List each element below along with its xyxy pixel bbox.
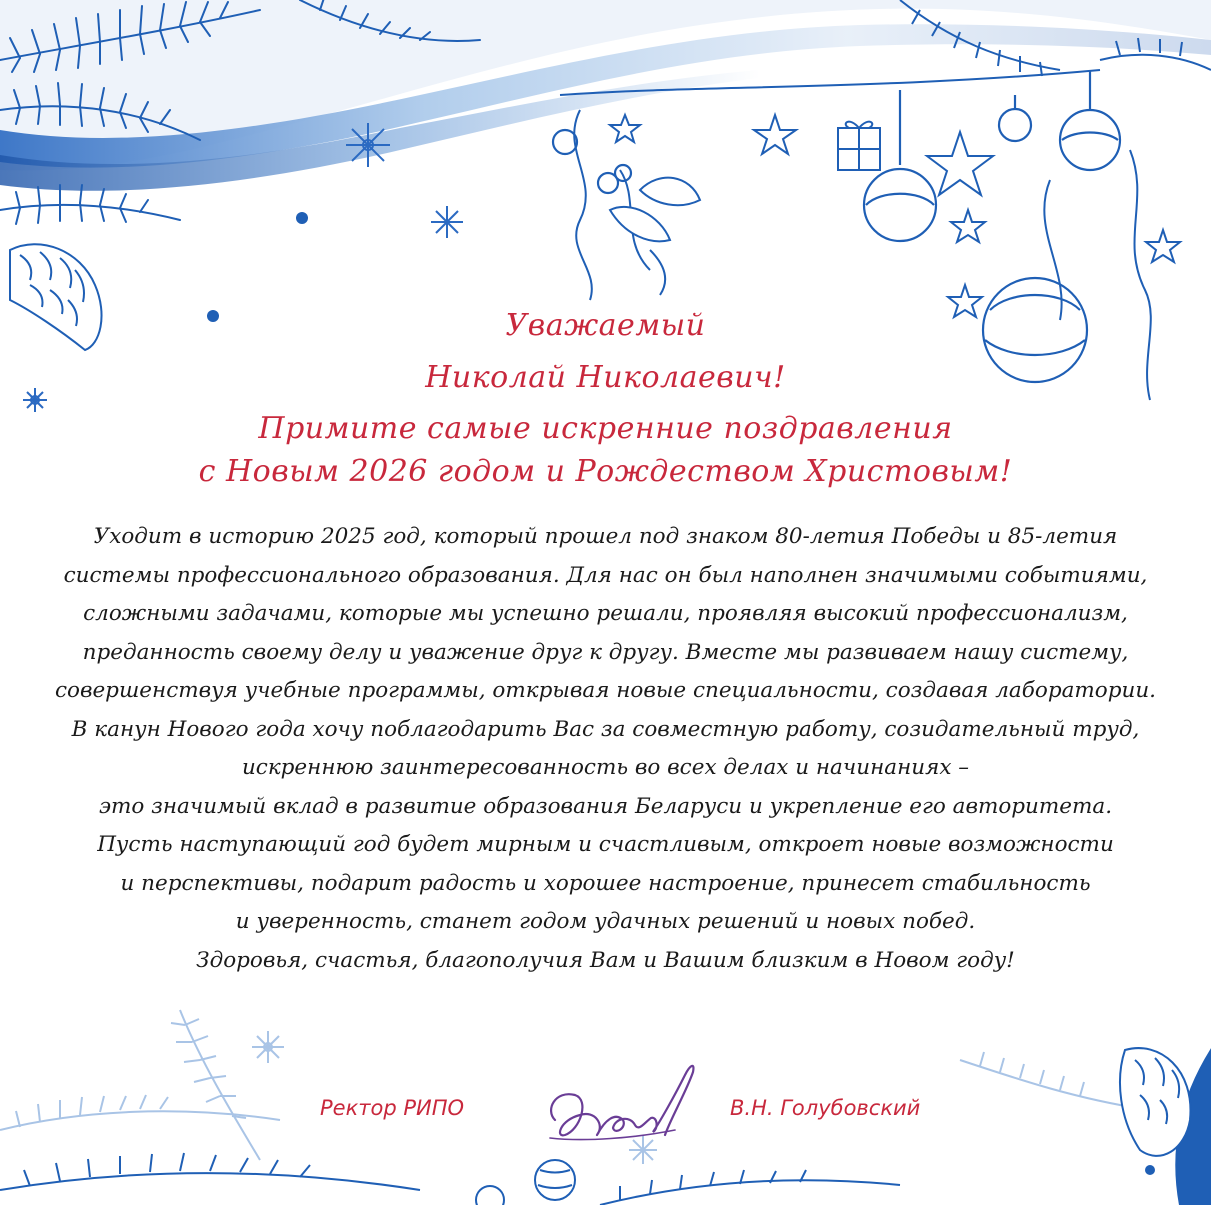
star-ornament-icon — [610, 115, 1180, 317]
gift-box-icon — [838, 122, 880, 170]
letter-body — [40, 518, 1171, 980]
top-wave-band — [0, 0, 1211, 191]
body-line: Здоровья, счастья, благополучия Вам и Вашим близким в Новом году! — [196, 947, 1015, 973]
greeting-line: с Новым 2026 годом и Рождеством Христовым! — [198, 454, 1013, 489]
body-line: и перспективы, подарит радость и хорошее настроение, принесет стабильность — [120, 870, 1091, 896]
pine-branch-icon — [560, 0, 1211, 95]
body-line: В канун Нового года хочу поблагодарить Вас за совместную работу, созидательный труд, — [71, 716, 1140, 742]
body-line: преданность своему делу и уважение друг к другу. Вместе мы развиваем нашу систему, — [82, 639, 1129, 665]
body-line: совершенствуя учебные программы, открывая новые специальности, создавая лаборатории. — [54, 678, 1157, 703]
body-line: искреннюю заинтересованность во всех делах и начинаниях – — [241, 755, 970, 780]
body-line: это значимый вклад в развитие образования Беларуси и укрепление его авторитета. — [98, 793, 1113, 819]
handwritten-signature — [535, 1050, 705, 1160]
body-line: системы профессионального образования. Для нас он был наполнен значимыми событиями, — [63, 562, 1148, 588]
signatory-position: Ректор РИПО — [320, 1096, 465, 1120]
holly-icon — [610, 178, 700, 295]
body-line: Уходит в историю 2025 год, который прошел под знаком 80-летия Победы и 85-летия — [93, 524, 1118, 549]
ribbon-icon — [574, 110, 1151, 400]
body-line: и уверенность, станет годом удачных решений и новых побед. — [235, 909, 976, 934]
recipient-name: Николай Николаевич! — [425, 360, 786, 395]
greeting-salutation: Уважаемый — [505, 308, 706, 343]
body-line: Пусть наступающий год будет мирным и счастливым, откроет новые возможности — [97, 832, 1114, 857]
greeting-line: Примите самые искренние поздравления — [258, 411, 953, 446]
body-line: сложными задачами, которые мы успешно решали, проявляя высокий профессионализм, — [83, 601, 1128, 626]
signatory-name: В.Н. Голубовский — [730, 1096, 921, 1120]
pine-branch-icon — [0, 0, 480, 224]
